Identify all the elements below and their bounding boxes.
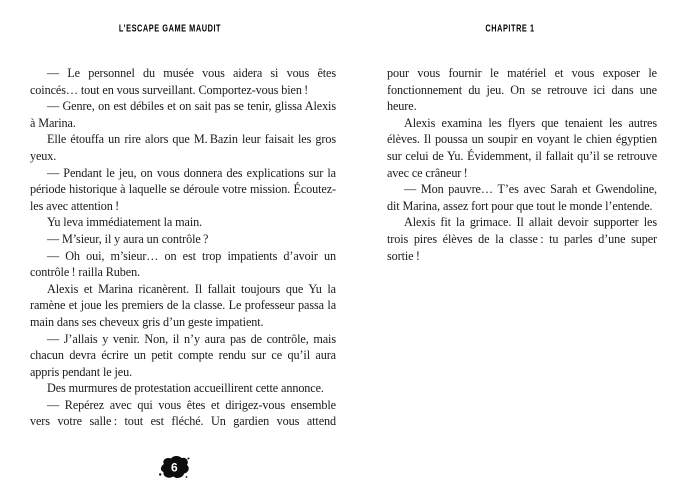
running-head-left: L’ESCAPE GAME MAUDIT — [118, 22, 222, 35]
paragraph: — Pendant le jeu, on vous donnera des explications sur la période historique à laquelle se déroule votre mission. Écoutez-les avec attention ! — [30, 165, 336, 213]
paragraph: — Mon pauvre… T’es avec Sarah et Gwendoline, dit Marina, assez fort pour que tout le monde l’entende. — [387, 182, 657, 213]
left-page-text — [30, 65, 336, 430]
paragraph: Alexis fit la grimace. Il allait devoir supporter les trois pires élèves de la classe : tu parles d’une super sortie ! — [387, 215, 657, 263]
paragraph: pour vous fournir le matériel et vous exposer le fonctionnement du jeu. On se retrouve ici dans une heure. — [387, 66, 657, 114]
right-page-text — [387, 65, 657, 264]
paragraph: — Genre, on est débiles et on sait pas se tenir, glissa Alexis à Marina. — [30, 99, 336, 130]
paragraph: Elle étouffa un rire alors que M. Bazin leur faisait les gros yeux. — [30, 132, 336, 163]
paragraph: — M’sieur, il y aura un contrôle ? — [47, 231, 209, 246]
paragraph: Yu leva immédiatement la main. — [47, 215, 203, 230]
paragraph: Alexis et Marina ricanèrent. Il fallait toujours que Yu la ramène et joue les premiers de la classe. Le professeur passa la main dans ses cheveux gris d’un geste impatient. — [30, 281, 336, 329]
paragraph: — Oh oui, m’sieur… on est trop impatients d’avoir un contrôle ! railla Ruben. — [30, 248, 336, 280]
paragraph: — Le personnel du musée vous aidera si vous êtes coincés… tout en vous surveillant. Comportez-vous bien ! — [30, 66, 336, 97]
running-head-right: CHAPITRE 1 — [485, 22, 535, 35]
paragraph: Alexis examina les flyers que tenaient les autres élèves. Il poussa un soupir en voyant le chien égyptien sur celui de Yu. Évidemment, il fallait qu’il se retrouve avec ce crâneur ! — [387, 115, 657, 180]
page-number-ornament — [157, 454, 191, 480]
paragraph: — J’allais y venir. Non, il n’y aura pas de contrôle, mais chacun devra écrire un petit compte rendu sur ce qu’il aura appris pendant le jeu. — [30, 331, 336, 379]
paragraph: — Repérez avec qui vous êtes et dirigez-vous ensemble vers votre salle : tout est fléché. Un gardien vous attend — [30, 397, 336, 429]
ink-splat-icon — [157, 454, 191, 480]
page-right — [340, 0, 680, 500]
page-number: 6 — [171, 460, 178, 475]
paragraph: Des murmures de protestation accueillirent cette annonce. — [47, 381, 324, 396]
